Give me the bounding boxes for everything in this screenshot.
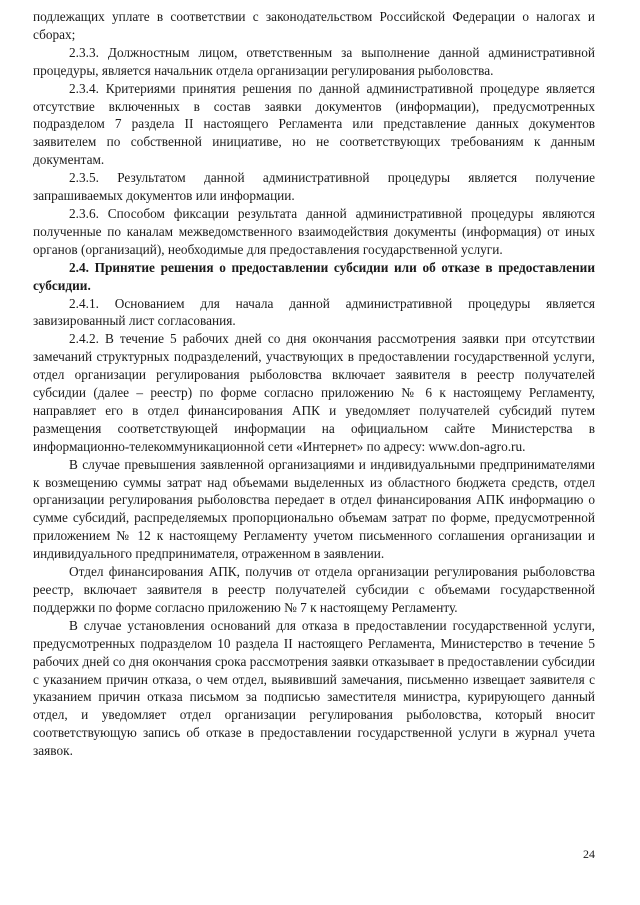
paragraph-2-3-6: 2.3.6. Способом фиксации результата данной административной процедуры являются полученные по каналам межведомственного взаимодействия документы (информация) от иных органов (организаций), необходимые для предоставления государственной услуги. [33, 205, 595, 257]
paragraph-refusal-case: В случае установления оснований для отказа в предоставлении государственной услуги, предусмотренных подразделом 10 раздела II настоящего Регламента, Министерство в течение 5 рабочих дней со дня окончания срока рассмотрения заявки отказывает в предоставлении субсидии с указанием причин отказа, о чем отдел, выявивший замечания, письменно извещает заявителя с указанием причин отказа письмом за подписью заместителя министра, курирующего данный отдел, и уведомляет отдел организации регулирования рыболовства, который вносит соответствующую запись об отказе в предоставлении государственной услуги в журнал учета заявок. [33, 617, 595, 759]
paragraph-2-3-4: 2.3.4. Критериями принятия решения по данной административной процедуре является отсутствие включенных в состав заявки документов (информации), предусмотренных подразделом 7 раздела II настоящего Регламента или представление данных документов заявителем по собственной инициативе, но не соответствующих требованиям к данным документам. [33, 80, 595, 168]
page-number: 24 [583, 847, 595, 861]
paragraph-continuation: подлежащих уплате в соответствии с законодательством Российской Федерации о налогах и сборах; [33, 9, 595, 42]
paragraph-2-3-3: 2.3.3. Должностным лицом, ответственным за выполнение данной административной процедуры, является начальник отдела организации регулирования рыболовства. [33, 44, 595, 78]
paragraph-2-4-1: 2.4.1. Основанием для начала данной административной процедуры является завизированный лист согласования. [33, 295, 595, 329]
document-text [33, 8, 595, 760]
paragraph-finance-dept: Отдел финансирования АПК, получив от отдела организации регулирования рыболовства реестр, включает заявителя в реестр получателей субсидии с объемами государственной поддержки по форме согласно приложению № 7 к настоящему Регламенту. [33, 564, 595, 615]
section-heading-2-4: 2.4. Принятие решения о предоставлении субсидии или об отказе в предоставлении субсидии. [33, 259, 595, 293]
paragraph-excess-case: В случае превышения заявленной организациями и индивидуальными предпринимателями к возмещению суммы затрат над объемами выделенных из областного бюджета средств, отдел организации регулирования рыболовства передает в отдел финансирования АПК информацию о сумме субсидий, распределяемых пропорционально объемам затрат по форме, предусмотренной приложением № 12 к настоящему Регламенту учетом письменного соглашения организации и индивидуального предпринимателя, отраженном в заявлении. [33, 456, 595, 562]
paragraph-2-4-2: 2.4.2. В течение 5 рабочих дней со дня окончания рассмотрения заявки при отсутствии замечаний структурных подразделений, участвующих в предоставлении государственной услуги, отдел организации регулирования рыболовства включает заявителя в реестр получателей субсидии (далее – реестр) по форме согласно приложению № 6 к настоящему Регламенту, направляет его в отдел финансирования АПК и уведомляет получателей субсидий путем размещения соответствующей информации на официальном сайте Министерства в информационно-телекоммуникационной сети «Интернет» по адресу: www.don-agro.ru. [33, 331, 595, 454]
paragraph-2-3-5: 2.3.5. Результатом данной административной процедуры является получение запрашиваемых документов или информации. [33, 170, 595, 204]
